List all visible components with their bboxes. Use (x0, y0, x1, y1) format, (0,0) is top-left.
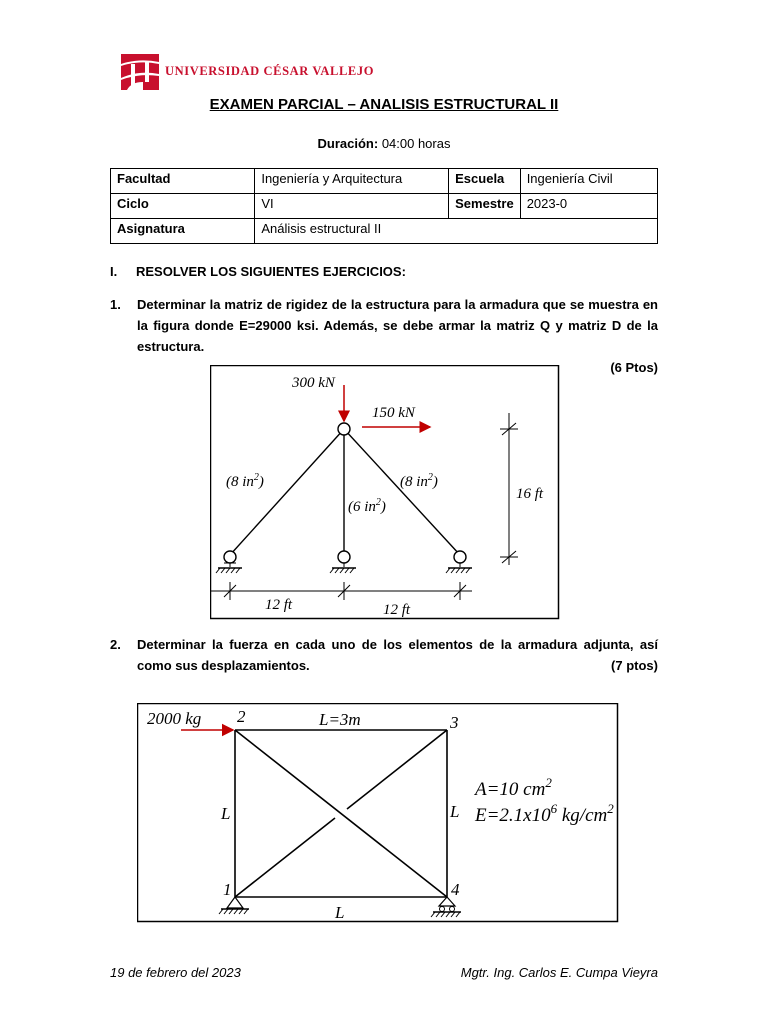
member-diagonal-2b (235, 818, 335, 897)
table-row (111, 194, 658, 219)
vertical-load-label: 300 kN (292, 375, 335, 391)
member-left (230, 429, 344, 555)
footer-author: Mgtr. Ing. Carlos E. Cumpa Vieyra (460, 965, 658, 980)
section-number: I. (110, 264, 118, 279)
horizontal-load-label: 150 kN (372, 405, 415, 421)
ciclo-label: Ciclo (111, 194, 255, 219)
escuela-value: Ingeniería Civil (520, 169, 657, 194)
area-label-left: (8 $in^2$) (226, 472, 264, 490)
height-label: 16 ft (516, 486, 544, 502)
node-4-label: 4 (451, 880, 460, 899)
question-points: (6 Ptos) (610, 360, 658, 375)
question-2 (110, 634, 658, 676)
node-2-label: 2 (237, 707, 246, 726)
escuela-label: Escuela (449, 169, 521, 194)
span-left-label: 12 ft (265, 597, 293, 613)
modulus-property: $E=2.1x10^6$ $kg/cm^2$ (475, 801, 614, 826)
table-row (111, 219, 658, 244)
right-length-label: L (450, 802, 460, 821)
university-name: UNIVERSIDAD CÉSAR VALLEJO (165, 64, 375, 78)
support-right (446, 551, 472, 573)
info-table (110, 168, 658, 244)
support-center (330, 551, 356, 573)
asignatura-value: Análisis estructural II (255, 219, 658, 244)
area-label-right: (8 $in^2$) (400, 472, 438, 490)
question-number: 2. (110, 637, 121, 652)
question-points: (7 ptos) (611, 658, 658, 673)
top-node (338, 423, 350, 435)
area-label-center: (6 $in^2$) (348, 497, 386, 515)
section-heading (110, 264, 406, 279)
asignatura-label: Asignatura (111, 219, 255, 244)
semestre-label: Semestre (449, 194, 521, 219)
semestre-value: 2023-0 (520, 194, 657, 219)
question-text: Determinar la matriz de rigidez de la estructura para la armadura que se muestra en la figura donde E=29000 ksi. Además, se debe armar la matriz Q y matriz D de la estructura. (137, 297, 658, 354)
bottom-length-label: L (335, 903, 345, 922)
duration-value: 04:00 horas (381, 136, 451, 151)
footer-date: 19 de febrero del 2023 (110, 965, 241, 980)
facultad-value: Ingeniería y Arquitectura (255, 169, 449, 194)
duration-label: Duración: (317, 136, 379, 151)
node-3-label: 3 (450, 713, 459, 732)
support-node-1 (219, 897, 249, 914)
area-property: A=10 $cm^2$ (475, 775, 552, 800)
facultad-label: Facultad (111, 169, 255, 194)
question-text: Determinar la fuerza en cada uno de los elementos de la armadura adjunta, así como sus desplazamientos. (137, 637, 658, 673)
span-right-label: 12 ft (383, 602, 411, 618)
support-left (216, 551, 242, 573)
support-node-4 (431, 897, 461, 917)
truss-figure-1 (210, 365, 560, 620)
exam-duration (0, 136, 768, 151)
truss-figure-2 (137, 703, 619, 923)
table-row (111, 169, 658, 194)
span-dimension (210, 582, 472, 600)
left-length-label: L (221, 804, 231, 823)
ciclo-value: VI (255, 194, 449, 219)
exam-title: EXAMEN PARCIAL – ANALISIS ESTRUCTURAL II (209, 96, 559, 113)
top-length-label: L=3m (319, 710, 361, 729)
section-title: RESOLVER LOS SIGUIENTES EJERCICIOS: (136, 264, 406, 279)
question-number: 1. (110, 297, 121, 312)
member-right (344, 429, 460, 555)
member-diagonal-2a (347, 730, 447, 809)
figure-frame (211, 366, 559, 619)
node-1-label: 1 (223, 880, 232, 899)
load-label: 2000 kg (147, 709, 202, 728)
